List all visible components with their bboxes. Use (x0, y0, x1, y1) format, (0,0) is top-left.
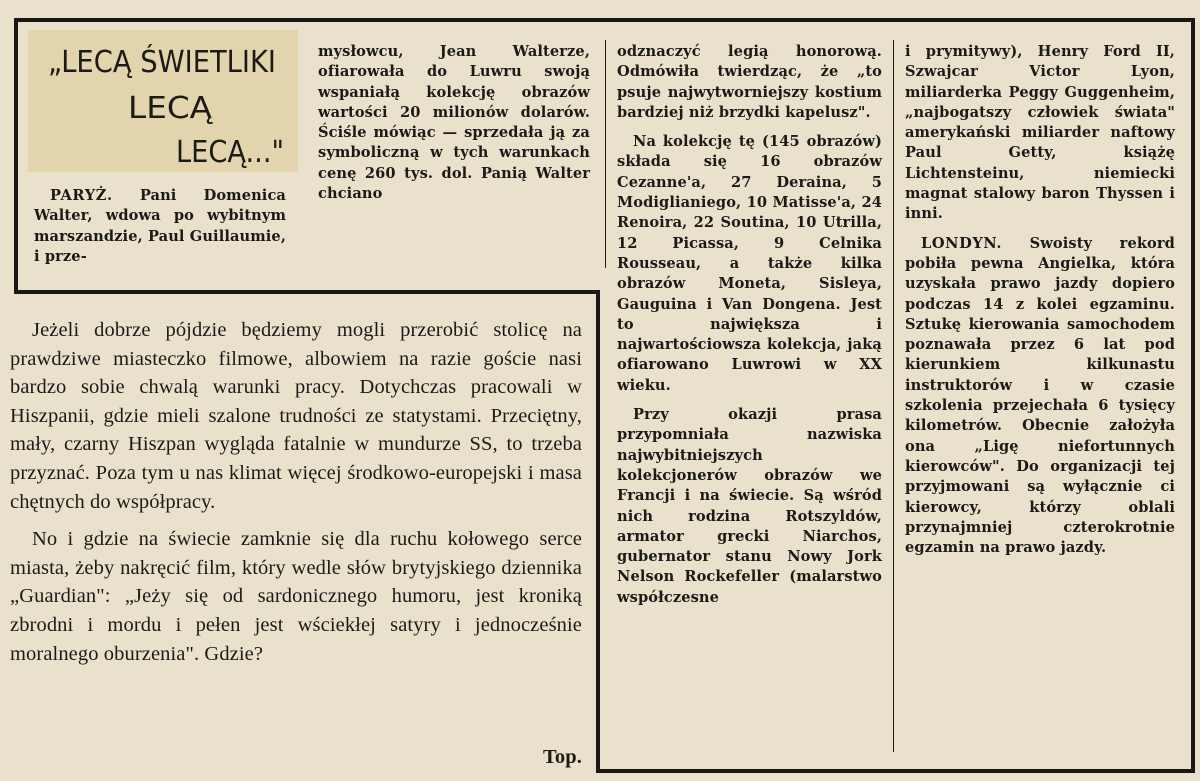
dateline-paris: PARYŻ. (50, 187, 113, 204)
headline-box (28, 30, 298, 172)
main-paragraph-2: No i gdzie na świecie zamknie się dla ruchu kołowego serce miasta, żeby nakręcić film, który wedle słów brytyjskiego dziennika „Guardian": „Jeży się od sardonicznego humoru, jest kroniką zbrodni i mordu i pełen jest wściekłej satyry i jednocześnie moralnego oburzenia". Gdzie? (10, 528, 582, 665)
column-4-paragraph-1: i prymitywy), Henry Ford II, Szwajcar Victor Lyon, miliarderka Peggy Guggenheim, „najbogatszy człowiek świata" amerykański miliarder naftowy Paul Getty, książę Lichtensteinu, niemiecki magnat stalowy baron Thyssen i inni. (905, 43, 1175, 223)
column-rule-2 (605, 40, 606, 268)
column-3-paragraph-1: odznaczyć legią honorową. Odmówiła twierdząc, że „to psuje najwytworniejszy kostium bardziej niż brzydki kapelusz". (617, 43, 882, 121)
headline-line-1: „LECĄ ŚWIETLIKI (48, 45, 298, 80)
dateline-london: LONDYN. (921, 234, 1003, 252)
frame-left-rule (14, 18, 18, 294)
column-2-paragraph: mysłowcu, Jean Walterze, ofiarowała do Luwru swoją wspaniałą kolekcję obrazów wartości 20 milionów dolarów. Ściśle mówiąc — sprzedała ją za symboliczną w tych warunkach cenę 260 tys. dol. Panią Walter chciano (318, 43, 590, 203)
headline-line-2: LECĄ (128, 91, 214, 126)
frame-inner-vertical-rule (596, 290, 600, 772)
column-4-text (905, 42, 1175, 558)
main-article-text (10, 316, 582, 772)
column-4-paragraph-2: Swoisty rekord pobiła pewna Angielka, która uzyskała prawo jazdy dopiero podczas 14 z kolei egzaminu. Sztukę kierowania samochodem poznawała przez 6 lat pod kierunkiem kilkunastu instruktorów i w czasie szkolenia przejechała 6 tysięcy kilometrów. Obecnie założyła ona „Ligę niefortunnych kierowców". Do organizacji tej przyjmowani są wyłącznie ci kierowcy, którzy oblali przynajmniej czterokrotnie egzamin na prawo jazdy. (905, 234, 1175, 557)
author-signature: Top. (543, 746, 582, 769)
column-3-text (617, 42, 882, 608)
headline-line-3: LECĄ..." (176, 135, 284, 170)
frame-top-rule (14, 18, 1194, 22)
column-1-text (34, 186, 286, 267)
frame-bottom-rule (596, 769, 1195, 773)
frame-step-rule (14, 290, 600, 294)
main-paragraph-1: Jeżeli dobrze pójdzie będziemy mogli przerobić stolicę na prawdziwe miasteczko filmowe, albowiem na razie goście nasi bardzo sobie chwalą warunki pracy. Dotychczas pracowali w Hiszpanii, gdzie mieli szalone trudności ze statystami. Przeciętny, mały, czarny Hiszpan wygląda fatalnie w mundurze SS, to trzeba przyznać. Poza tym u nas klimat więcej środkowo-europejski i masa chętnych do współpracy. (10, 319, 582, 513)
column-2-text (318, 42, 590, 204)
column-rule-3 (893, 40, 894, 752)
headline-lettering (28, 30, 298, 172)
column-3-paragraph-2: Na kolekcję tę (145 obrazów) składa się 16 obrazów Cezanne'a, 27 Deraina, 5 Modiglianiego, 10 Matisse'a, 24 Renoira, 22 Soutina, 10 Utrilla, 12 Picassa, 9 Celnika Rousseau, a także kilka obrazów Moneta, Sisleya, Gauguina i Van Dongena. Jest to największa i najwartościowsza kolekcja, jaką ofiarowano Luwrowi w XX wieku. (617, 133, 882, 394)
column-1-paragraph: Pani Domenica Walter, wdowa po wybitnym marszandzie, Paul Guillaumie, i prze- (34, 187, 286, 265)
frame-right-rule (1191, 18, 1195, 772)
column-3-paragraph-3: Przy okazji prasa przypomniała nazwiska najwybitniejszych kolekcjonerów obrazów we Francji i na świecie. Są wśród nich rodzina Rotszyldów, armator grecki Niarchos, gubernator stanu Nowy Jork Nelson Rockefeller (malarstwo współczesne (617, 406, 882, 606)
